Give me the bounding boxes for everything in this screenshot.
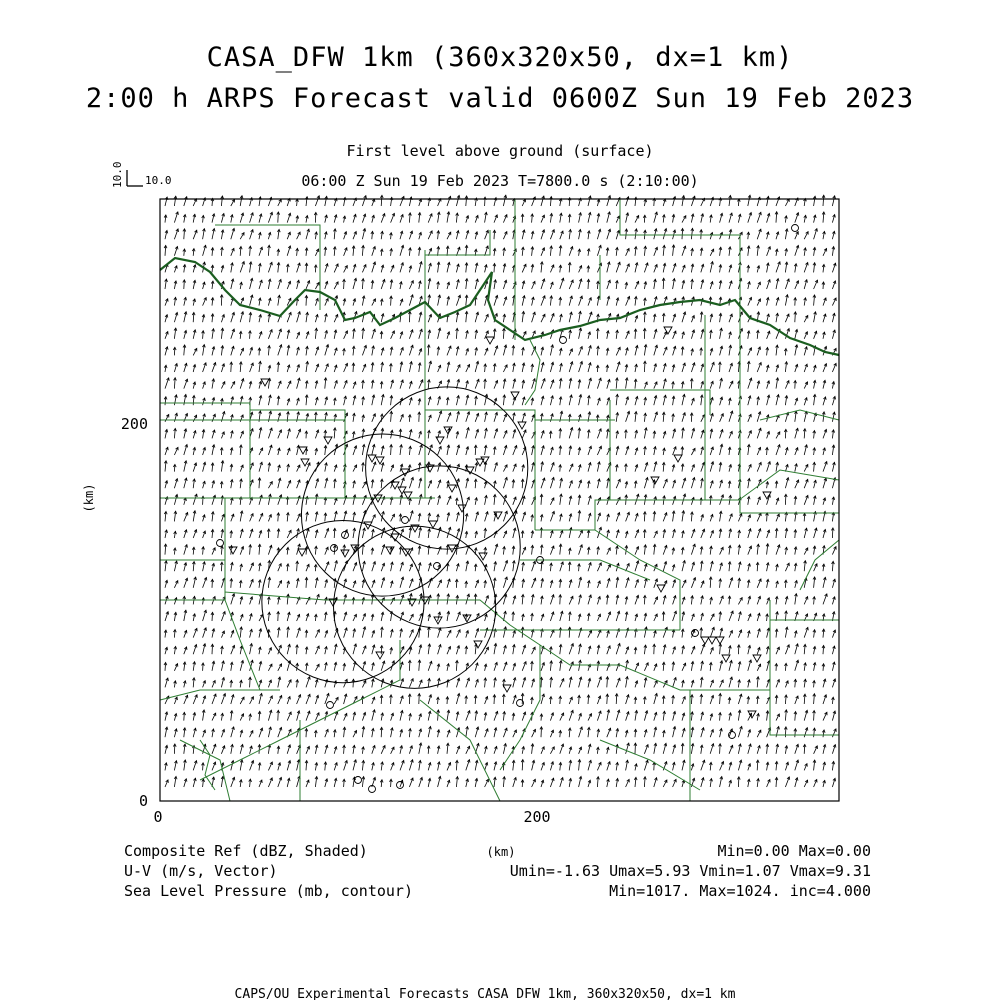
wind-vector-field xyxy=(164,195,836,787)
wind-vector xyxy=(541,677,542,687)
wind-vector xyxy=(597,328,598,338)
wind-vector xyxy=(522,693,523,704)
wind-vector xyxy=(663,278,664,289)
wind-vector xyxy=(682,228,683,239)
wind-vector xyxy=(785,727,786,737)
wind-vector xyxy=(738,777,739,787)
wind-vector xyxy=(409,660,410,670)
wind-vector xyxy=(522,760,523,771)
ref-vector-vertical-label: 10.0 xyxy=(111,161,124,188)
plot-title-line1: CASA_DFW 1km (360x320x50, dx=1 km) xyxy=(206,42,794,73)
wind-vector xyxy=(306,295,307,305)
time-label: 06:00 Z Sun 19 Feb 2023 T=7800.0 s (2:10:00) xyxy=(301,172,699,190)
wind-vector xyxy=(541,528,542,538)
wind-vector xyxy=(720,744,721,754)
wind-vector xyxy=(691,379,692,389)
ref-vector-horizontal-label: 10.0 xyxy=(145,174,172,187)
wind-vector xyxy=(785,494,786,505)
wind-vector xyxy=(569,627,570,637)
wind-vector xyxy=(250,677,251,687)
reference-vector xyxy=(111,162,172,189)
wind-vector xyxy=(278,212,279,223)
wind-vector xyxy=(278,710,279,720)
plot-title-line2: 2:00 h ARPS Forecast valid 0600Z Sun 19 Feb 2023 xyxy=(85,83,915,114)
level-label: First level above ground (surface) xyxy=(346,142,654,160)
wind-vector xyxy=(409,312,410,323)
